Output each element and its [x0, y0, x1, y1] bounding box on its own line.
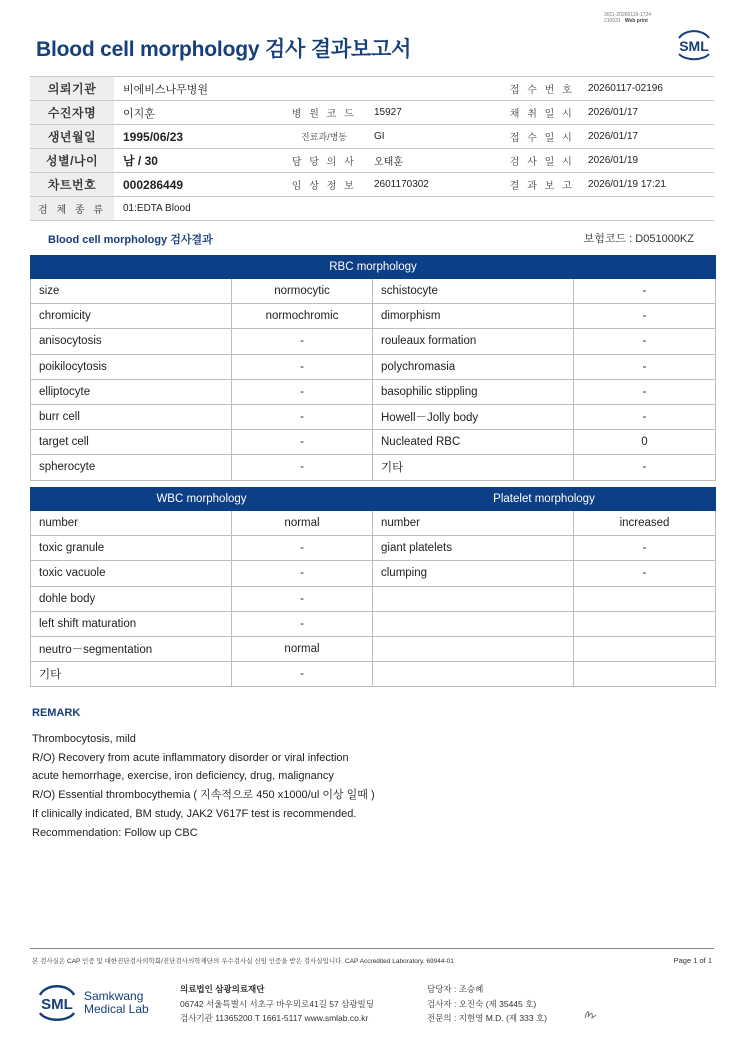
sml-logo-icon	[672, 26, 716, 62]
svg-text:SML: SML	[41, 996, 73, 1013]
table-row	[31, 636, 716, 661]
item-name: target cell	[31, 430, 232, 455]
item-name: rouleaux formation	[373, 329, 574, 354]
item-result	[574, 586, 716, 611]
item-result	[574, 636, 716, 661]
info-label: 접 수 번 호	[500, 77, 584, 101]
rbc-morphology-table	[30, 255, 716, 481]
info-row	[30, 125, 714, 149]
item-name: 기타	[31, 662, 232, 687]
info-label: 수진자명	[30, 101, 114, 125]
item-name: number	[31, 511, 232, 536]
item-result: -	[232, 379, 373, 404]
item-name: clumping	[373, 561, 574, 586]
info-row	[30, 101, 714, 125]
info-value: 2026/01/17	[584, 125, 714, 149]
item-result	[574, 611, 716, 636]
info-row	[30, 197, 714, 221]
info-label: 검 사 일 시	[500, 149, 584, 173]
info-value: 2026/01/19 17:21	[584, 173, 714, 197]
info-label: 의뢰기관	[30, 77, 114, 101]
item-result: -	[232, 662, 373, 687]
item-name: size	[31, 279, 232, 304]
item-name: neutro－segmentation	[31, 636, 232, 661]
item-result: -	[574, 379, 716, 404]
item-name: Nucleated RBC	[373, 430, 574, 455]
item-result: -	[232, 611, 373, 636]
item-result: -	[232, 455, 373, 480]
item-name	[373, 586, 574, 611]
info-value: 비에비스나무병원	[114, 77, 500, 101]
item-result	[574, 662, 716, 687]
platelet-header: Platelet morphology	[373, 488, 716, 511]
info-value: 2026/01/17	[584, 101, 714, 125]
table-row	[31, 611, 716, 636]
item-name: spherocyte	[31, 455, 232, 480]
svg-text:SML: SML	[679, 38, 709, 54]
footer-note: 본 검사실은 CAP 인증 및 대한진단검사의학회/진단검사의학재단의 우수검사실 신임 인증을 받은 검사실입니다. CAP Accredited Laboratory. 69944-01	[32, 958, 454, 965]
info-label: 담 당 의 사	[278, 149, 370, 173]
info-value: 오태훈	[370, 149, 500, 173]
item-result: -	[574, 354, 716, 379]
item-result: -	[232, 536, 373, 561]
info-label: 병 원 코 드	[278, 101, 370, 125]
item-result: -	[574, 329, 716, 354]
info-label: 채 취 일 시	[500, 101, 584, 125]
info-label: 진료과/병동	[278, 125, 370, 149]
remark-line: Recommendation: Follow up CBC	[32, 826, 198, 839]
info-row	[30, 173, 714, 197]
item-name: Howell－Jolly body	[373, 404, 574, 429]
item-name: number	[373, 511, 574, 536]
item-name: left shift maturation	[31, 611, 232, 636]
rbc-header: RBC morphology	[31, 256, 716, 279]
table-row	[31, 536, 716, 561]
info-value: 남 / 30	[114, 149, 278, 173]
table-row	[31, 662, 716, 687]
info-value: 000286449	[114, 173, 278, 197]
info-row	[30, 149, 714, 173]
item-result: normal	[232, 511, 373, 536]
remark-title: REMARK	[32, 707, 81, 719]
item-name	[373, 662, 574, 687]
item-name: polychromasia	[373, 354, 574, 379]
insurance-code: 보험코드 : D051000KZ	[583, 233, 694, 245]
info-label: 결 과 보 고	[500, 173, 584, 197]
info-value: 20260117-02196	[584, 77, 714, 101]
item-result: -	[574, 279, 716, 304]
item-result: normocytic	[232, 279, 373, 304]
page-number: Page 1 of 1	[673, 956, 712, 965]
remark-line: Thrombocytosis, mild	[32, 733, 136, 745]
item-result: -	[574, 404, 716, 429]
table-header-row	[31, 488, 716, 511]
item-name: toxic vacuole	[31, 561, 232, 586]
staff-info: 담당자 : 조승혜 검사자 : 오진숙 (제 35445 호) 전문의 : 지현영 M.D. (제 333 호)	[427, 984, 548, 1023]
item-result: -	[232, 404, 373, 429]
item-result: -	[232, 561, 373, 586]
table-row	[31, 586, 716, 611]
info-value: 15927	[370, 101, 500, 125]
organization-info: 의료법인 삼광의료재단 06742 서울특별시 서초구 바우뫼로41길 57 삼광빌딩 검사기관 11365200 T 1661-5117 www.smlab.co.kr	[180, 984, 374, 1023]
table-row	[31, 561, 716, 586]
lab-name: Samkwang Medical Lab	[84, 989, 149, 1016]
table-row	[31, 329, 716, 354]
item-name: chromicity	[31, 304, 232, 329]
remark-line: acute hemorrhage, exercise, iron deficiency, drug, malignancy	[32, 770, 334, 783]
table-row	[31, 455, 716, 480]
item-name	[373, 636, 574, 661]
item-name: anisocytosis	[31, 329, 232, 354]
item-name: poikilocytosis	[31, 354, 232, 379]
section-title: Blood cell morphology 검사결과	[48, 234, 213, 246]
footer-divider	[30, 948, 714, 949]
print-id: 3011-20260119-1724 210031 Web print	[604, 12, 652, 24]
info-label: 임 상 정 보	[278, 173, 370, 197]
item-result: normal	[232, 636, 373, 661]
table-row	[31, 511, 716, 536]
item-name: elliptocyte	[31, 379, 232, 404]
info-label: 성별/나이	[30, 149, 114, 173]
item-name: schistocyte	[373, 279, 574, 304]
wbc-platelet-morphology-table	[30, 487, 716, 687]
item-result: -	[232, 354, 373, 379]
table-header-row	[31, 256, 716, 279]
item-result: increased	[574, 511, 716, 536]
remark-line: R/O) Essential thrombocythemia ( 지속적으로 450 x1000/ul 이상 일때 )	[32, 789, 375, 802]
item-result: -	[574, 561, 716, 586]
table-row	[31, 279, 716, 304]
sml-logo-icon	[34, 982, 80, 1022]
item-result: -	[574, 536, 716, 561]
table-row	[31, 379, 716, 404]
info-label: 차트번호	[30, 173, 114, 197]
table-row	[31, 430, 716, 455]
info-value: 1995/06/23	[114, 125, 278, 149]
item-result: -	[232, 586, 373, 611]
info-value: 2601170302	[370, 173, 500, 197]
item-name: dimorphism	[373, 304, 574, 329]
info-row	[30, 77, 714, 101]
item-result: -	[574, 304, 716, 329]
item-name: burr cell	[31, 404, 232, 429]
table-row	[31, 304, 716, 329]
info-label: 검 체 종 류	[30, 197, 114, 221]
item-name: dohle body	[31, 586, 232, 611]
item-name: basophilic stippling	[373, 379, 574, 404]
item-result: -	[574, 455, 716, 480]
info-value: 이지훈	[114, 101, 278, 125]
table-row	[31, 404, 716, 429]
table-row	[31, 354, 716, 379]
item-name: toxic granule	[31, 536, 232, 561]
remark-line: If clinically indicated, BM study, JAK2 V617F test is recommended.	[32, 807, 357, 820]
item-result: normochromic	[232, 304, 373, 329]
patient-info-table	[30, 76, 714, 221]
info-value: GI	[370, 125, 500, 149]
remark-text	[32, 730, 375, 842]
info-label: 접 수 일 시	[500, 125, 584, 149]
item-result: -	[232, 329, 373, 354]
signature-icon	[582, 1008, 600, 1022]
wbc-header: WBC morphology	[31, 488, 373, 511]
item-name: 기타	[373, 455, 574, 480]
item-result: 0	[574, 430, 716, 455]
item-name	[373, 611, 574, 636]
remark-line: R/O) Recovery from acute inflammatory disorder or viral infection	[32, 751, 349, 764]
item-result: -	[232, 430, 373, 455]
info-label: 생년월일	[30, 125, 114, 149]
info-value: 2026/01/19	[584, 149, 714, 173]
page-title: Blood cell morphology 검사 결과보고서	[36, 38, 412, 61]
info-value: 01:EDTA Blood	[114, 197, 714, 221]
item-name: giant platelets	[373, 536, 574, 561]
